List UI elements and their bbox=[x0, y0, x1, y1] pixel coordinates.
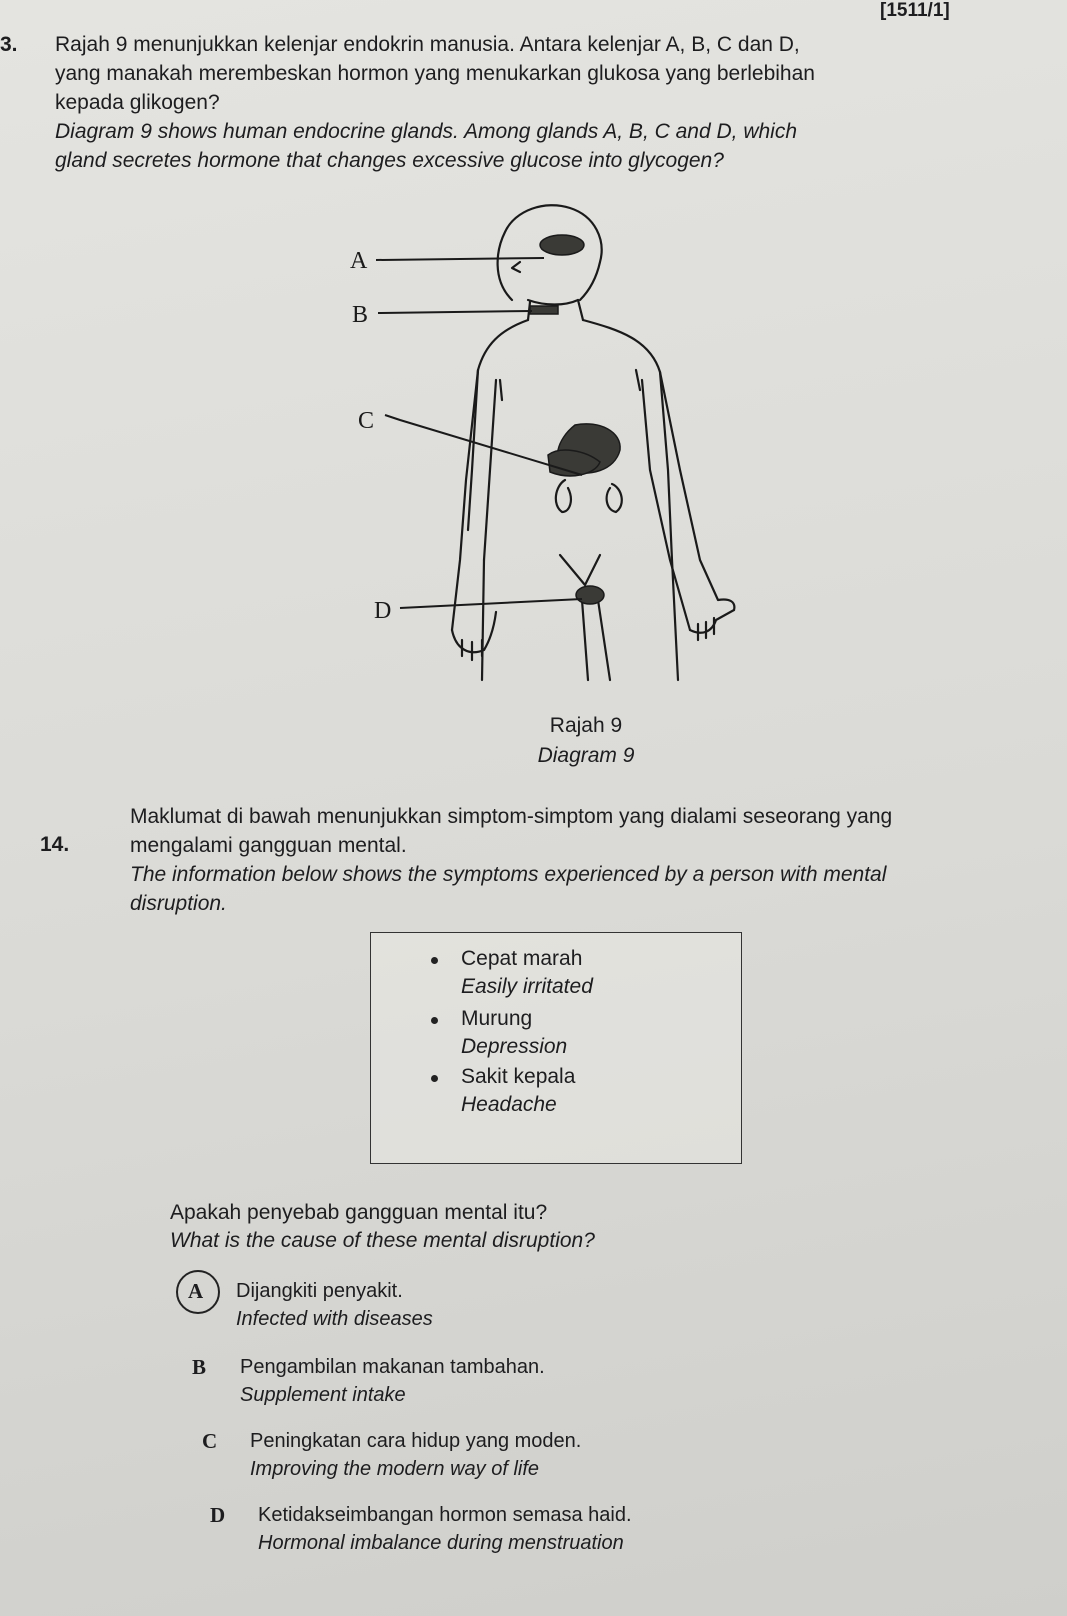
sub-question-en: What is the cause of these mental disruption? bbox=[170, 1229, 595, 1252]
option-letter: A bbox=[188, 1279, 204, 1303]
pituitary-gland bbox=[540, 235, 584, 255]
thyroid-gland bbox=[530, 306, 558, 314]
label-c: C bbox=[358, 408, 375, 434]
question-text-ms-line: Rajah 9 menunjukkan kelenjar endokrin manusia. Antara kelenjar A, B, C dan D, bbox=[55, 33, 800, 56]
right-arm-inner bbox=[660, 372, 734, 610]
neck-right bbox=[578, 300, 583, 320]
question-text-ms-line: yang manakah merembeskan hormon yang menukarkan glukosa yang berlebihan bbox=[55, 62, 815, 85]
label-b: B bbox=[352, 302, 369, 328]
diagram-caption-en: Diagram 9 bbox=[537, 744, 635, 767]
right-hand bbox=[690, 610, 734, 633]
diagram-caption-ms: Rajah 9 bbox=[549, 714, 623, 737]
jaw-outline bbox=[528, 300, 578, 305]
chest-lines bbox=[500, 370, 640, 400]
leg-inner-right bbox=[598, 600, 610, 680]
torso-right bbox=[583, 320, 678, 680]
symptom-ms: Cepat marah bbox=[461, 947, 583, 970]
question-text-en-line: gland secretes hormone that changes excessive glucose into glycogen? bbox=[55, 149, 724, 172]
label-d: D bbox=[374, 598, 392, 624]
question-text-en-line: disruption. bbox=[130, 892, 227, 915]
symptom-en: Easily irritated bbox=[461, 975, 593, 998]
question-number: 3. bbox=[0, 33, 18, 56]
page-code: [1511/1] bbox=[880, 0, 950, 21]
option-a[interactable] bbox=[188, 1278, 788, 1338]
option-d[interactable] bbox=[210, 1502, 910, 1562]
ovaries bbox=[576, 586, 604, 604]
question-number: 14. bbox=[40, 833, 70, 856]
bullet bbox=[431, 1017, 438, 1024]
leg-inner-left bbox=[582, 600, 588, 680]
symptoms-box bbox=[370, 932, 742, 1164]
left-hand bbox=[452, 612, 496, 652]
label-b-leader bbox=[378, 311, 532, 313]
option-text-ms: Pengambilan makanan tambahan. bbox=[240, 1356, 545, 1378]
option-letter: C bbox=[202, 1429, 218, 1453]
label-c-leader bbox=[385, 415, 582, 475]
question-text-en-line: Diagram 9 shows human endocrine glands. Among glands A, B, C and D, which bbox=[55, 120, 798, 143]
label-d-leader bbox=[400, 599, 582, 608]
symptom-ms: Sakit kepala bbox=[461, 1065, 576, 1088]
torso-left bbox=[468, 320, 528, 530]
option-text-en: Supplement intake bbox=[240, 1384, 406, 1406]
uterine-tubes bbox=[560, 555, 600, 585]
bullet bbox=[431, 957, 438, 964]
left-leg-outer bbox=[482, 560, 484, 680]
symptom-en: Headache bbox=[461, 1093, 557, 1116]
label-a: A bbox=[350, 248, 368, 274]
label-a-leader bbox=[376, 258, 544, 260]
left-arm-inner bbox=[484, 380, 496, 560]
option-text-ms: Dijangkiti penyakit. bbox=[236, 1280, 403, 1302]
option-text-en: Hormonal imbalance during menstruation bbox=[258, 1532, 624, 1554]
left-kidney bbox=[556, 480, 571, 512]
option-text-en: Improving the modern way of life bbox=[250, 1458, 540, 1480]
option-text-ms: Ketidakseimbangan hormon semasa haid. bbox=[258, 1504, 632, 1526]
question-14 bbox=[85, 802, 1045, 918]
endocrine-diagram bbox=[0, 0, 1067, 760]
question-text-ms-line: Maklumat di bawah menunjukkan simptom-simptom yang dialami seseorang yang bbox=[130, 805, 893, 828]
symptom-en: Depression bbox=[461, 1035, 568, 1058]
sub-question-ms: Apakah penyebab gangguan mental itu? bbox=[170, 1201, 548, 1224]
option-text-ms: Peningkatan cara hidup yang moden. bbox=[250, 1430, 582, 1452]
option-c[interactable] bbox=[202, 1428, 842, 1488]
symptom-ms: Murung bbox=[461, 1007, 533, 1030]
question-text-ms-line: kepada glikogen? bbox=[55, 91, 220, 114]
bullet bbox=[431, 1075, 438, 1082]
option-text-en: Infected with diseases bbox=[236, 1308, 433, 1330]
option-letter: D bbox=[210, 1503, 226, 1527]
option-b[interactable] bbox=[192, 1354, 792, 1414]
option-letter: B bbox=[192, 1355, 207, 1379]
question-text-en-line: The information below shows the symptoms experienced by a person with mental bbox=[130, 863, 887, 886]
right-kidney bbox=[607, 484, 622, 512]
left-arm-outer bbox=[452, 370, 478, 630]
nose-outline bbox=[512, 262, 520, 272]
question-text-ms-line: mengalami gangguan mental. bbox=[130, 834, 407, 857]
right-arm-outer bbox=[642, 380, 690, 630]
